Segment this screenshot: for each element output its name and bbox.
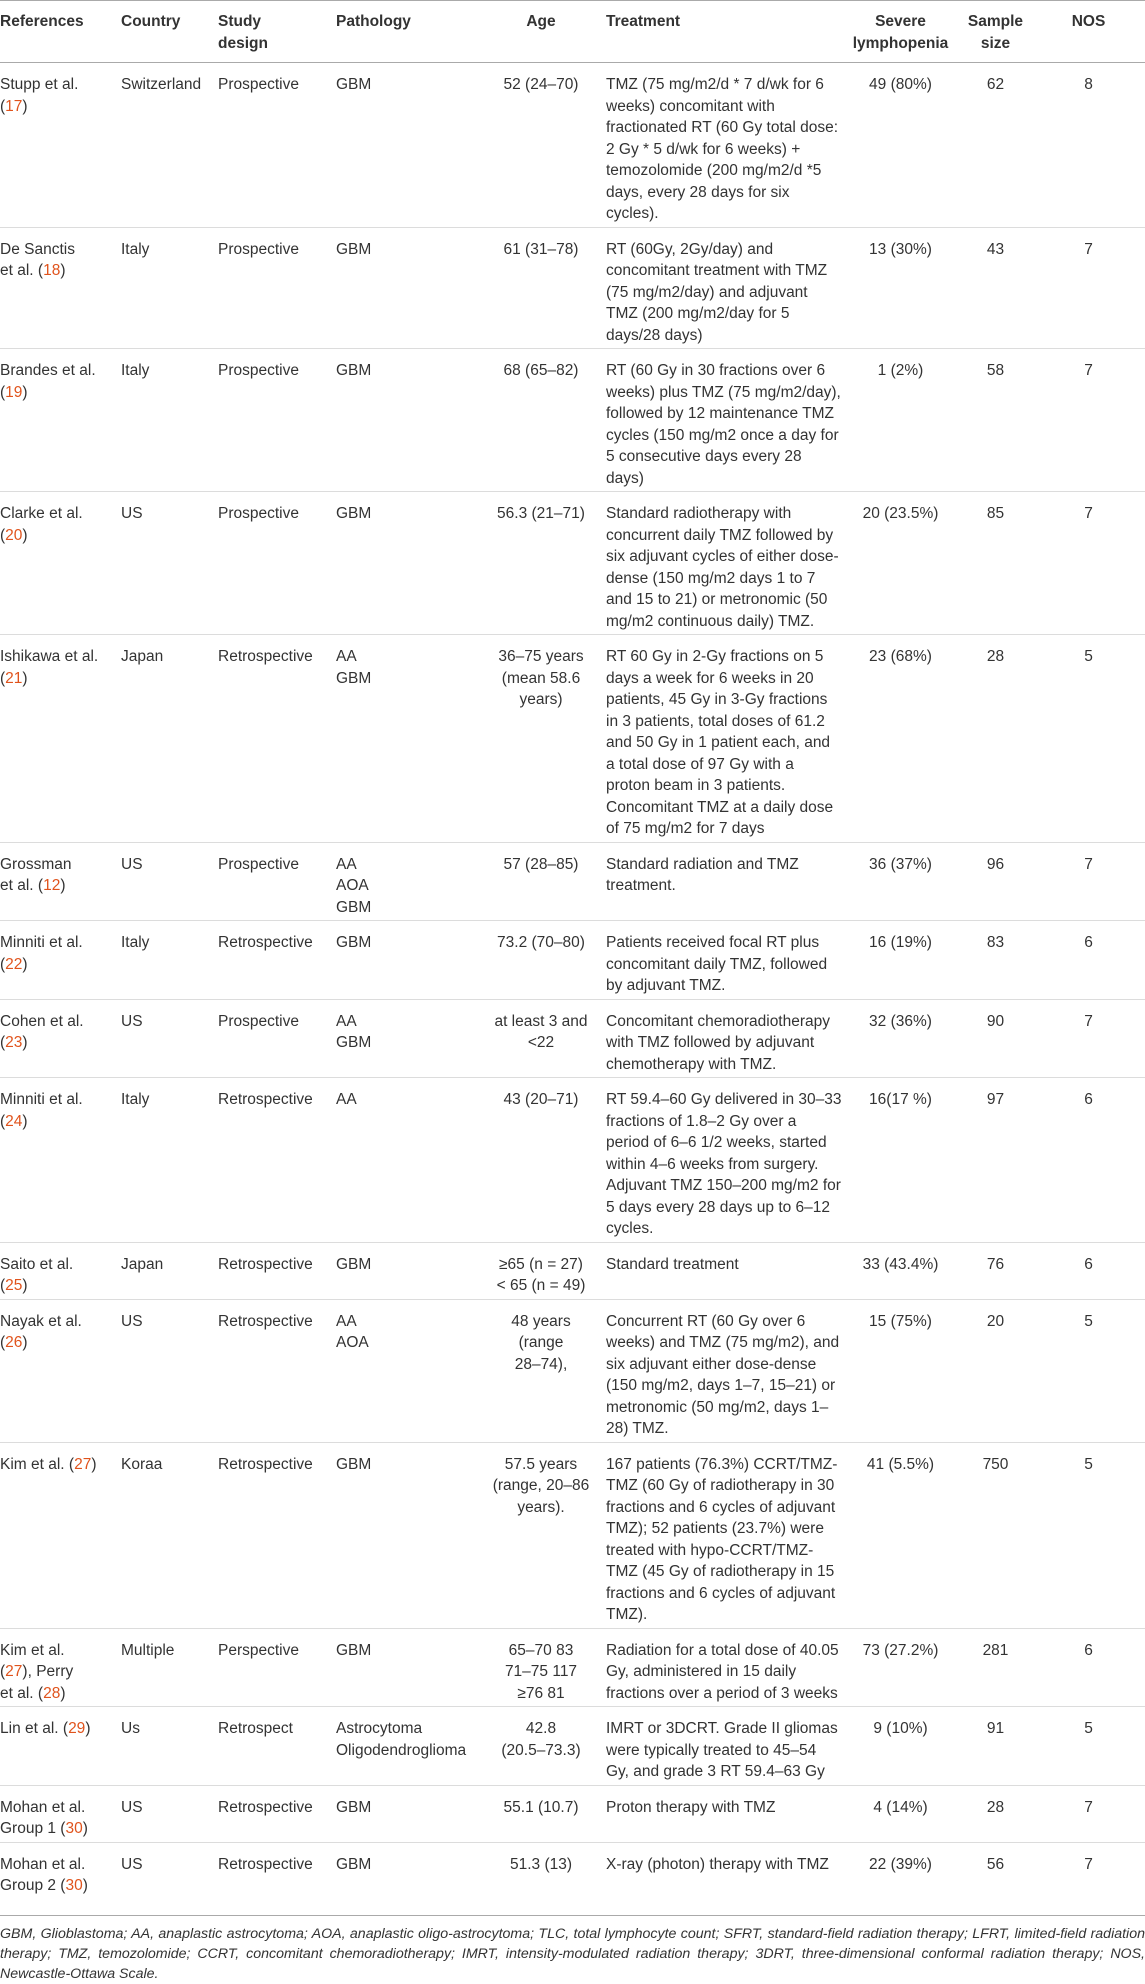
cell-study-design: Retrospective — [218, 1091, 313, 1108]
ref-number-link[interactable]: 19 — [5, 383, 23, 401]
ref-text: ) — [22, 955, 28, 973]
cell-reference — [0, 349, 121, 492]
cell-reference — [0, 842, 121, 921]
cell-treatment: 167 patients (76.3%) CCRT/TMZ-TMZ (60 Gy of radiotherapy in 30 fractions and 6 cycles of adjuvant TMZ); 52 patients (23.7%) were treated with hypo-CCRT/TMZ-TMZ (45 Gy of radiotherapy in 15 fractions and 6 cycles of adjuvant TMZ). — [606, 1455, 838, 1623]
ref-text: ), Perry et al. ( — [0, 1663, 74, 1702]
cell-treatment: Proton therapy with TMZ — [606, 1798, 776, 1816]
table-row — [0, 635, 1145, 843]
cell-severe-lymphopenia: 41 (5.5%) — [866, 1455, 935, 1473]
cell-study-design: Prospective — [218, 855, 299, 873]
ref-text: ) — [91, 1455, 97, 1473]
cell-severe-lymphopenia: 16 (19%) — [869, 934, 932, 951]
cell-nos: 6 — [1084, 1255, 1093, 1273]
ref-number-link[interactable]: 22 — [5, 955, 23, 973]
cell-age: 43 (20–71) — [503, 1091, 579, 1108]
cell-age: 52 (24–70) — [503, 76, 579, 93]
ref-number-link[interactable]: 27 — [74, 1455, 92, 1473]
cell-reference — [0, 1442, 121, 1628]
cell-reference — [0, 1628, 121, 1707]
cell-country: Switzerland — [121, 76, 202, 93]
header-age: Age — [526, 13, 556, 30]
ref-text: ) — [82, 1877, 88, 1894]
cell-reference — [0, 1842, 121, 1909]
ref-text: Cohen et al. ( — [0, 1012, 84, 1051]
cell-country: Italy — [121, 362, 150, 379]
cell-sample-size: 96 — [986, 855, 1005, 873]
cell-reference — [0, 1078, 121, 1243]
ref-text: Kim et al. ( — [0, 1641, 65, 1680]
cell-severe-lymphopenia: 13 (30%) — [869, 240, 932, 258]
ref-text: Ishikawa et al. ( — [0, 648, 99, 687]
cell-pathology: GBM — [336, 1255, 372, 1273]
table-row — [0, 999, 1145, 1078]
cell-sample-size: 20 — [986, 1312, 1005, 1330]
cell-country: Multiple — [121, 1641, 175, 1659]
cell-sample-size: 85 — [986, 505, 1005, 522]
cell-study-design: Prospective — [218, 505, 299, 522]
cell-reference — [0, 492, 121, 635]
cell-pathology: AA GBM — [336, 648, 372, 687]
ref-text: ) — [60, 1684, 66, 1702]
ref-number-link[interactable]: 23 — [5, 1034, 23, 1051]
cell-treatment: Radiation for a total dose of 40.05 Gy, administered in 15 daily fractions over a period of 3 weeks — [606, 1641, 839, 1702]
cell-treatment: Standard treatment — [606, 1255, 739, 1273]
cell-severe-lymphopenia: 9 (10%) — [873, 1720, 928, 1737]
ref-number-link[interactable]: 12 — [43, 877, 61, 894]
cell-country: Italy — [121, 1091, 150, 1108]
cell-age: 55.1 (10.7) — [503, 1798, 579, 1816]
cell-treatment: TMZ (75 mg/m2/d * 7 d/wk for 6 weeks) concomitant with fractionated RT (60 Gy total dose: 2 Gy * 5 d/wk for 6 weeks) + temozolomide (200 mg/m2/d *5 days, every 28 days for six cycles). — [606, 76, 839, 222]
cell-treatment: Standard radiotherapy with concurrent daily TMZ followed by six adjuvant cycles of either dose-dense (150 mg/m2 days 1 to 7 and 15 to 21) or metronomic (50 mg/m2 continuous daily) TMZ. — [606, 505, 839, 630]
cell-treatment: Standard radiation and TMZ treatment. — [606, 855, 799, 894]
header-references: References — [0, 13, 84, 30]
ref-text: ) — [22, 526, 28, 544]
table-body — [0, 63, 1145, 1909]
table-footnote: GBM, Glioblastoma; AA, anaplastic astrocytoma; AOA, anaplastic oligo-astrocytoma; TLC, total lymphocyte count; SFRT, standard-field radiation therapy; LFRT, limited-field radiation therapy; TMZ, temozolomide; CCRT, concomitant chemoradiotherapy; IMRT, intensity-modulated radiation therapy; 3DRT, three-dimensional conformal radiation therapy; NOS, Newcastle-Ottawa Scale. — [0, 1915, 1145, 1984]
cell-age: 51.3 (13) — [509, 1855, 573, 1873]
cell-treatment: X-ray (photon) therapy with TMZ — [606, 1855, 829, 1873]
cell-severe-lymphopenia: 4 (14%) — [873, 1798, 928, 1816]
cell-nos: 6 — [1084, 1091, 1093, 1108]
cell-pathology: GBM — [336, 76, 372, 93]
cell-age: ≥65 (n = 27) < 65 (n = 49) — [496, 1255, 586, 1294]
cell-treatment: RT (60 Gy in 30 fractions over 6 weeks) plus TMZ (75 mg/m2/day), followed by 12 maintenance TMZ cycles (150 mg/m2 once a day for 5 consecutive days every 28 days) — [606, 362, 841, 487]
cell-study-design: Prospective — [218, 76, 299, 93]
ref-number-link[interactable]: 27 — [5, 1663, 23, 1680]
cell-severe-lymphopenia: 49 (80%) — [869, 76, 932, 93]
table-row — [0, 492, 1145, 635]
table-row — [0, 842, 1145, 921]
header-study-design: Study design — [218, 13, 268, 52]
ref-text: Brandes et al. ( — [0, 362, 96, 401]
cell-study-design: Retrospective — [218, 648, 313, 665]
cell-severe-lymphopenia: 33 (43.4%) — [862, 1255, 939, 1273]
cell-treatment: Concomitant chemoradiotherapy with TMZ followed by adjuvant chemotherapy with TMZ. — [606, 1012, 831, 1073]
cell-pathology: AA — [336, 1091, 357, 1108]
ref-number-link[interactable]: 30 — [65, 1877, 83, 1894]
cell-sample-size: 90 — [986, 1012, 1005, 1030]
ref-text: ) — [82, 1820, 88, 1837]
ref-text: Mohan et al. Group 2 ( — [0, 1855, 86, 1894]
cell-country: Koraa — [121, 1455, 163, 1473]
cell-study-design: Retrospective — [218, 934, 313, 951]
cell-age: 56.3 (21–71) — [497, 505, 585, 522]
cell-study-design: Prospective — [218, 240, 299, 258]
cell-treatment: Patients received focal RT plus concomitant daily TMZ, followed by adjuvant TMZ. — [606, 934, 828, 994]
ref-number-link[interactable]: 26 — [5, 1334, 23, 1351]
table-row — [0, 349, 1145, 492]
cell-age: 36–75 years (mean 58.6 years) — [498, 648, 584, 708]
cell-age: 42.8 (20.5–73.3) — [501, 1720, 581, 1759]
ref-number-link[interactable]: 18 — [43, 262, 61, 279]
ref-text: ) — [85, 1720, 91, 1737]
header-sample-size: Sample size — [967, 13, 1024, 52]
ref-number-link[interactable]: 29 — [68, 1720, 86, 1737]
ref-text: Lin et al. ( — [0, 1720, 69, 1737]
table-row — [0, 1242, 1145, 1299]
cell-nos: 7 — [1084, 362, 1093, 379]
cell-age: 68 (65–82) — [503, 362, 579, 379]
cell-severe-lymphopenia: 36 (37%) — [869, 855, 932, 873]
cell-sample-size: 28 — [986, 648, 1005, 665]
header-row — [0, 1, 1145, 63]
cell-sample-size: 97 — [986, 1091, 1005, 1108]
ref-number-link[interactable]: 25 — [5, 1277, 23, 1294]
cell-country: Italy — [121, 934, 150, 951]
cell-nos: 7 — [1084, 1855, 1093, 1873]
header-treatment: Treatment — [606, 13, 681, 30]
cell-nos: 6 — [1084, 1641, 1093, 1659]
cell-pathology: AA AOA GBM — [336, 855, 372, 916]
table-row — [0, 1628, 1145, 1707]
cell-reference — [0, 1785, 121, 1842]
cell-reference — [0, 63, 121, 228]
cell-treatment: Concurrent RT (60 Gy over 6 weeks) and TMZ (75 mg/m2), and six adjuvant either dose-dense (150 mg/m2, days 1–7, 15–21) or metronomic (50 mg/m2, days 1–28) TMZ. — [606, 1312, 840, 1437]
ref-text: ) — [22, 1334, 28, 1351]
cell-reference — [0, 921, 121, 1000]
ref-text: De Sanctis et al. ( — [0, 240, 75, 279]
table-row — [0, 1442, 1145, 1628]
ref-number-link[interactable]: 28 — [43, 1684, 61, 1702]
cell-pathology: GBM — [336, 1455, 372, 1473]
table-row — [0, 63, 1145, 228]
cell-study-design: Retrospective — [218, 1255, 313, 1273]
cell-reference — [0, 1242, 121, 1299]
cell-nos: 5 — [1084, 648, 1093, 665]
cell-severe-lymphopenia: 16(17 %) — [869, 1091, 932, 1108]
ref-text: ) — [22, 1034, 28, 1051]
cell-reference — [0, 1299, 121, 1442]
cell-pathology: AA GBM — [336, 1012, 372, 1051]
cell-study-design: Retrospective — [218, 1312, 313, 1330]
cell-sample-size: 76 — [986, 1255, 1005, 1273]
cell-reference — [0, 1707, 121, 1786]
ref-text: Mohan et al. Group 1 ( — [0, 1798, 86, 1837]
ref-text: ) — [22, 383, 28, 401]
cell-sample-size: 281 — [982, 1641, 1009, 1659]
cell-sample-size: 91 — [986, 1720, 1005, 1737]
cell-sample-size: 83 — [986, 934, 1005, 951]
cell-nos: 5 — [1084, 1720, 1093, 1737]
cell-nos: 8 — [1084, 76, 1093, 93]
cell-severe-lymphopenia: 1 (2%) — [877, 362, 924, 379]
cell-nos: 5 — [1084, 1455, 1093, 1473]
ref-number-link[interactable]: 17 — [5, 97, 23, 115]
cell-country: Japan — [121, 648, 164, 665]
table-row — [0, 1299, 1145, 1442]
cell-severe-lymphopenia: 32 (36%) — [869, 1012, 932, 1030]
table-row — [0, 921, 1145, 1000]
cell-sample-size: 56 — [986, 1855, 1005, 1873]
cell-treatment: RT (60Gy, 2Gy/day) and concomitant treatment with TMZ (75 mg/m2/day) and adjuvant TMZ (200 mg/m2/day for 5 days/28 days) — [606, 240, 828, 344]
header-pathology: Pathology — [336, 13, 411, 30]
cell-country: US — [121, 855, 143, 873]
cell-severe-lymphopenia: 22 (39%) — [869, 1855, 932, 1873]
cell-age: 48 years (range 28–74), — [511, 1312, 571, 1373]
cell-nos: 7 — [1084, 505, 1093, 522]
cell-sample-size: 58 — [986, 362, 1005, 379]
cell-country: Italy — [121, 240, 150, 258]
cell-severe-lymphopenia: 20 (23.5%) — [862, 505, 939, 522]
cell-study-design: Retrospective — [218, 1455, 313, 1473]
cell-study-design: Retrospective — [218, 1855, 313, 1873]
cell-nos: 7 — [1084, 855, 1093, 873]
cell-reference — [0, 227, 121, 349]
ref-text: Grossman et al. ( — [0, 855, 72, 894]
header-severe-lymphopenia: Severe lymphopenia — [852, 13, 949, 52]
header-nos: NOS — [1071, 13, 1106, 30]
header-country: Country — [121, 13, 181, 30]
ref-text: Minniti et al. ( — [0, 1091, 83, 1130]
table-row — [0, 1785, 1145, 1842]
cell-age: at least 3 and <22 — [494, 1012, 588, 1051]
cell-country: Us — [121, 1720, 140, 1737]
cell-study-design: Retrospect — [218, 1720, 293, 1737]
cell-pathology: GBM — [336, 1855, 372, 1873]
ref-number-link[interactable]: 30 — [65, 1820, 83, 1837]
cell-severe-lymphopenia: 15 (75%) — [869, 1312, 932, 1330]
cell-reference — [0, 999, 121, 1078]
ref-text: Clarke et al. ( — [0, 505, 83, 544]
ref-text: Saito et al. ( — [0, 1255, 74, 1294]
cell-sample-size: 28 — [986, 1798, 1005, 1816]
ref-text: ) — [22, 669, 28, 687]
cell-pathology: GBM — [336, 240, 372, 258]
cell-pathology: GBM — [336, 934, 372, 951]
cell-study-design: Perspective — [218, 1641, 299, 1659]
table-row — [0, 1842, 1145, 1909]
cell-reference — [0, 635, 121, 843]
ref-number-link[interactable]: 21 — [5, 669, 23, 687]
table-row — [0, 1707, 1145, 1786]
cell-nos: 6 — [1084, 934, 1093, 951]
cell-nos: 7 — [1084, 1012, 1093, 1030]
cell-country: US — [121, 1312, 143, 1330]
cell-study-design: Prospective — [218, 1012, 299, 1030]
cell-sample-size: 62 — [986, 76, 1005, 93]
table-row — [0, 227, 1145, 349]
cell-nos: 7 — [1084, 240, 1093, 258]
ref-text: ) — [22, 1112, 28, 1130]
cell-age: 57 (28–85) — [503, 855, 579, 873]
cell-country: Japan — [121, 1255, 164, 1273]
cell-severe-lymphopenia: 73 (27.2%) — [862, 1641, 939, 1659]
table-row — [0, 1078, 1145, 1243]
ref-number-link[interactable]: 20 — [5, 526, 23, 544]
cell-country: US — [121, 1012, 143, 1030]
cell-study-design: Prospective — [218, 362, 299, 379]
cell-country: US — [121, 505, 143, 522]
cell-age: 65–70 83 71–75 117 ≥76 81 — [504, 1641, 578, 1702]
ref-text: Nayak et al. ( — [0, 1312, 82, 1351]
cell-pathology: Astrocytoma Oligodendroglioma — [336, 1720, 467, 1759]
ref-text: Kim et al. ( — [0, 1455, 75, 1473]
ref-text: Minniti et al. ( — [0, 934, 83, 973]
cell-treatment: IMRT or 3DCRT. Grade II gliomas were typically treated to 45–54 Gy, and grade 3 RT 59.4–63 Gy — [606, 1720, 838, 1780]
ref-text: ) — [60, 877, 66, 894]
cell-severe-lymphopenia: 23 (68%) — [869, 648, 932, 665]
ref-text: Stupp et al. ( — [0, 76, 79, 115]
cell-treatment: RT 59.4–60 Gy delivered in 30–33 fractions of 1.8–2 Gy over a period of 6–6 1/2 weeks, started within 4–6 weeks from surgery. Adjuvant TMZ 150–200 mg/m2 for 5 days every 28 days up to 6–12 cycles. — [606, 1091, 842, 1237]
cell-age: 61 (31–78) — [503, 240, 579, 258]
ref-text: ) — [22, 97, 28, 115]
cell-sample-size: 43 — [986, 240, 1005, 258]
cell-pathology: AA AOA — [336, 1312, 369, 1351]
cell-study-design: Retrospective — [218, 1798, 313, 1816]
ref-number-link[interactable]: 24 — [5, 1112, 23, 1130]
cell-age: 73.2 (70–80) — [497, 934, 585, 951]
cell-nos: 7 — [1084, 1798, 1093, 1816]
cell-pathology: GBM — [336, 362, 372, 379]
cell-age: 57.5 years (range, 20–86 years). — [492, 1455, 590, 1516]
cell-sample-size: 750 — [982, 1455, 1009, 1473]
cell-treatment: RT 60 Gy in 2-Gy fractions on 5 days a week for 6 weeks in 20 patients, 45 Gy in 3-Gy fractions in 3 patients, total doses of 61.2 and 50 Gy in 1 patient each, and a total dose of 97 Gy with a proton beam in 3 patients. Concomitant TMZ at a daily dose of 75 mg/m2 for 7 days — [606, 648, 834, 837]
cell-pathology: GBM — [336, 505, 372, 522]
ref-text: ) — [60, 262, 66, 279]
cell-country: US — [121, 1798, 143, 1816]
cell-country: US — [121, 1855, 143, 1873]
cell-pathology: GBM — [336, 1798, 372, 1816]
cell-pathology: GBM — [336, 1641, 372, 1659]
ref-text: ) — [22, 1277, 28, 1294]
cell-nos: 5 — [1084, 1312, 1093, 1330]
